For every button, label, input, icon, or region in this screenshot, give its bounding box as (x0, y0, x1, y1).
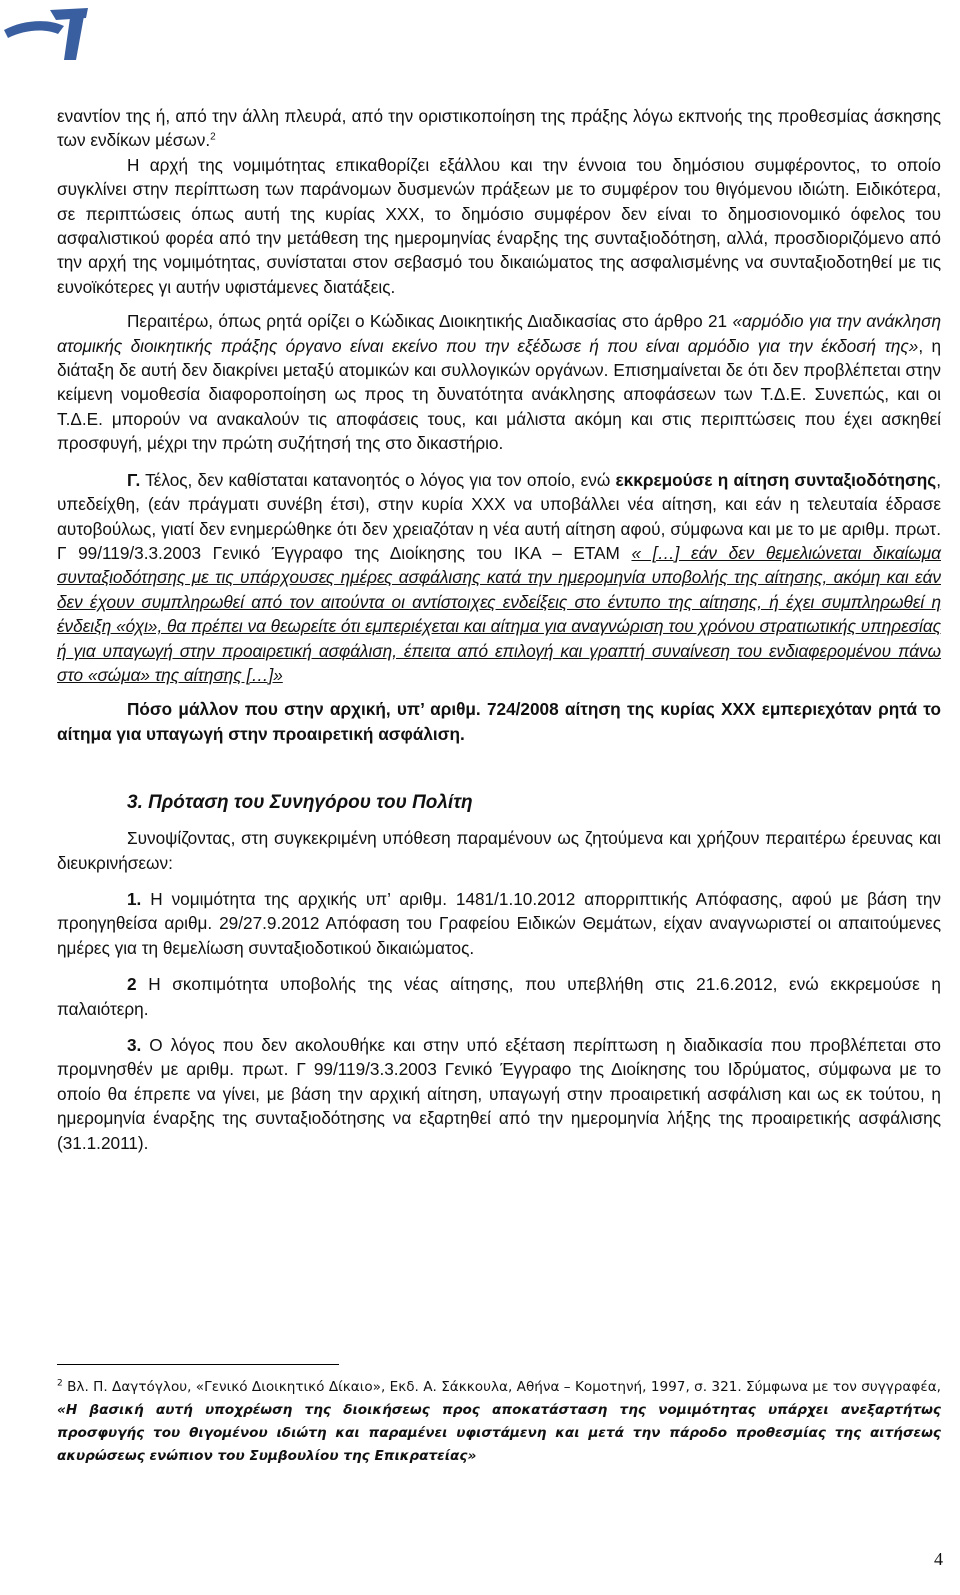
paragraph-5: Πόσο μάλλον που στην αρχική, υπ’ αριθμ. 724/2008 αίτηση της κυρίας ΧΧΧ εμπεριεχόταν ρητά το αίτημα για υπαγωγή στην προαιρετική ασφάλιση. (57, 699, 941, 744)
legal-quote: «αρμόδιο για την ανάκληση ατομικής διοικητικής πράξης όργανο είναι εκείνο που την εξέδωσε ή που είναι αρμόδιο για την έκδοσή της» (57, 311, 941, 356)
list-item-2: 2 Η σκοπιμότητα υποβολής της νέας αίτησης, που υπεβλήθη στις 21.6.2012, ενώ εκκρεμούσε η παλαιότερη. (57, 974, 941, 1019)
paragraph-1: εναντίον της ή, από την άλλη πλευρά, από την οριστικοποίηση της πράξης λόγω εκπνοής της προθεσμίας άσκησης των ενδίκων μέσων.$^2$ (57, 106, 941, 151)
bold-phrase: εκκρεμούσε η αίτηση συνταξιοδότησης (615, 469, 937, 490)
list-item-1: 1. Η νομιμότητα της αρχικής υπ’ αριθμ. 1481/1.10.2012 απορριπτικής Απόφασης, αφού με βάση την προηγηθείσα αριθμ. 29/27.9.2012 Απόφαση του Γραφείου Ειδικών Θεμάτων, είχαν αναγνωριστεί οι απαιτούμενες ημέρες για τη θεμελίωση συνταξιοδοτικού δικαιώματος. (57, 888, 941, 958)
section-label: Γ. (127, 469, 141, 490)
page-number: 4 (934, 1549, 943, 1569)
footnote-quote: «Η βασική αυτή υποχρέωση της διοικήσεως προς αποκατάσταση της νομιμότητας υπάρχει ανεξαρτήτως προσφυγής του θιγομένου ιδιώτη και παραμένει υφιστάμενη και μετά την πάροδο προθεσμίας της αιτήσεως ακυρώσεως ενώπιον του Συμβουλίου της Επικρατείας» (57, 1402, 941, 1464)
footnote-ref: 2 (210, 131, 216, 143)
paragraph-2: Η αρχή της νομιμότητας επικαθορίζει εξάλλου και την έννοια του δημόσιου συμφέροντος, το οποίο συγκλίνει στην περίπτωση των παράνομων δυσμενών πράξεων με το συμφέρον του θιγόμενου ιδιώτη. Ειδικότερα, σε περιπτώσεις όπως αυτή της κυρίας ΧΧΧ, το δημόσιο συμφέρον δεν είναι το δημοσιονομικό όφελος του ασφαλιστικού φορέα από την μετάθεση της ημερομηνίας έναρξης της συνταξιοδότηση, αλλά, προσδιοριζόμενο από την αρχή της νομιμότητας, συνίσταται στον σεβασμό του δικαιώματος της ασφαλισμένης να συνταξιοδοτηθεί με τις ευνοϊκότερες γι αυτήν υφιστάμενες διατάξεις. (57, 154, 941, 297)
paragraph-4: Γ. Τέλος, δεν καθίσταται κατανοητός ο λόγος για τον οποίο, ενώ εκκρεμούσε η αίτηση συνταξιοδότησης, υπεδείχθη, (εάν πράγματι συνέβη έτσι), στην κυρία ΧΧΧ να υποβάλλει νέα αίτηση, και εάν η τελευταία έδρασε αυτοβούλως, γιατί δεν ενημερώθηκε ότι δεν χρειαζόταν η νέα αυτή αίτηση αφού, σύμφωνα και με το με αριθμ. πρωτ. Γ 99/119/3.3.2003 Γενικό Έγγραφο της Διοίκησης του ΙΚΑ – ΕΤΑΜ « […] εάν δεν θεμελιώνεται δικαίωμα συνταξιοδότησης με τις υπάρχουσες ημέρες ασφάλισης κατά την ημερομηνία υποβολής της αίτησης, ακόμη και εάν δεν έχουν συμπληρωθεί από τον αιτούντα οι αντίστοιχες ενδείξεις στο έντυπο της αίτησης, ή έχει συμπληρωθεί η ένδειξη «όχι», θα πρέπει να θεωρείτε ότι εμπεριέχεται και αίτημα για αναγνώριση του χρόνου στρατιωτικής υπηρεσίας ή για υπαγωγή στην προαιρετική ασφάλιση, έπειτα από επιλογή και γραπτή συναίνεση του ενδιαφερομένου πάνω στο «σώμα» της αίτησης […]» (57, 469, 941, 685)
paragraph-6: Συνοψίζοντας, στη συγκεκριμένη υπόθεση παραμένουν ως ζητούμενα και χρήζουν περαιτέρω έρευνας και διευκρινήσεων: (57, 828, 941, 873)
paragraph-3: Περαιτέρω, όπως ρητά ορίζει ο Κώδικας Διοικητικής Διαδικασίας στο άρθρο 21 «αρμόδιο για την ανάκληση ατομικής διοικητικής πράξης όργανο είναι εκείνο που την εξέδωσε ή που είναι αρμόδιο για την έκδοσή της», η διάταξη δε αυτή δεν διακρίνει μεταξύ ατομικών και συλλογικών οργάνων. Επισημαίνεται δε ότι δεν προβλέπεται στην κείμενη νομοθεσία διαφοροποίηση ως προς τη δυνατότητα ανάκλησης αποφάσεων των Τ.Δ.Ε. Συνεπώς, και οι Τ.Δ.Ε. μπορούν να ανακαλούν τις αποφάσεις τους, και μάλιστα ακόμη και στις περιπτώσεις που έχει ασκηθεί προσφυγή, μέχρι την πρώτη συζήτησή της στο δικαστήριο. (57, 311, 942, 454)
document-body (57, 104, 941, 1155)
logo-swoosh (4, 21, 64, 38)
section-heading: 3. Πρόταση του Συνηγόρου του Πολίτη (127, 792, 473, 814)
logo-stroke-vertical (64, 16, 84, 60)
footnote: $^2$ Βλ. Π. Δαγτόγλου, «Γενικό Διοικητικό Δίκαιο», Εκδ. Α. Σάκκουλα, Αθήνα – Κομοτηνή, 1997, σ. 321. Σύμφωνα με τον συγγραφέα, «Η βασική αυτή υποχρέωση της διοικήσεως προς αποκατάσταση της νομιμότητας υπάρχει ανεξαρτήτως προσφυγής του θιγομένου ιδιώτη και παραμένει υφιστάμενη και μετά την πάροδο προθεσμίας της αιτήσεως ακυρώσεως ενώπιον του Συμβουλίου της Επικρατείας» (57, 1378, 941, 1464)
list-item-3: 3. Ο λόγος που δεν ακολουθήκε και στην υπό εξέταση περίπτωση η διαδικασία που προβλέπεται στο προμνησθέν με αριθμ. πρωτ. Γ 99/119/3.3.2003 Γενικό Έγγραφο της Διοίκησης του Ιδρύματος, σύμφωνα με το οποίο θα έπρεπε να γίνει, με βάση την αρχική αίτηση, υπαγωγή στην προαιρετική ασφάλιση και ως εκ τούτου, η ημερομηνία έναρξης της συνταξιοδότησης να εξαρτηθεί από την ημερομηνία λήξης της προαιρετικής ασφάλισης (31.1.2011). (57, 1035, 941, 1153)
ombudsman-logo (2, 4, 92, 62)
circular-quote: « […] εάν δεν θεμελιώνεται δικαίωμα συνταξιοδότησης με τις υπάρχουσες ημέρες ασφάλισης κατά την ημερομηνία υποβολής της αίτησης, ακόμη και εάν δεν έχουν συμπληρωθεί από τον αιτούντα οι αντίστοιχες ενδείξεις στο έντυπο της αίτησης, ή έχει συμπληρωθεί η ένδειξη «όχι», θα πρέπει να θεωρείτε ότι εμπεριέχεται και αίτημα για αναγνώριση του χρόνου στρατιωτικής υπηρεσίας ή για υπαγωγή στην προαιρετική ασφάλιση, έπειτα από επιλογή και γραπτή συναίνεση του ενδιαφερομένου πάνω στο «σώμα» της αίτησης […]» (57, 542, 941, 685)
footnote-divider (57, 1364, 339, 1365)
